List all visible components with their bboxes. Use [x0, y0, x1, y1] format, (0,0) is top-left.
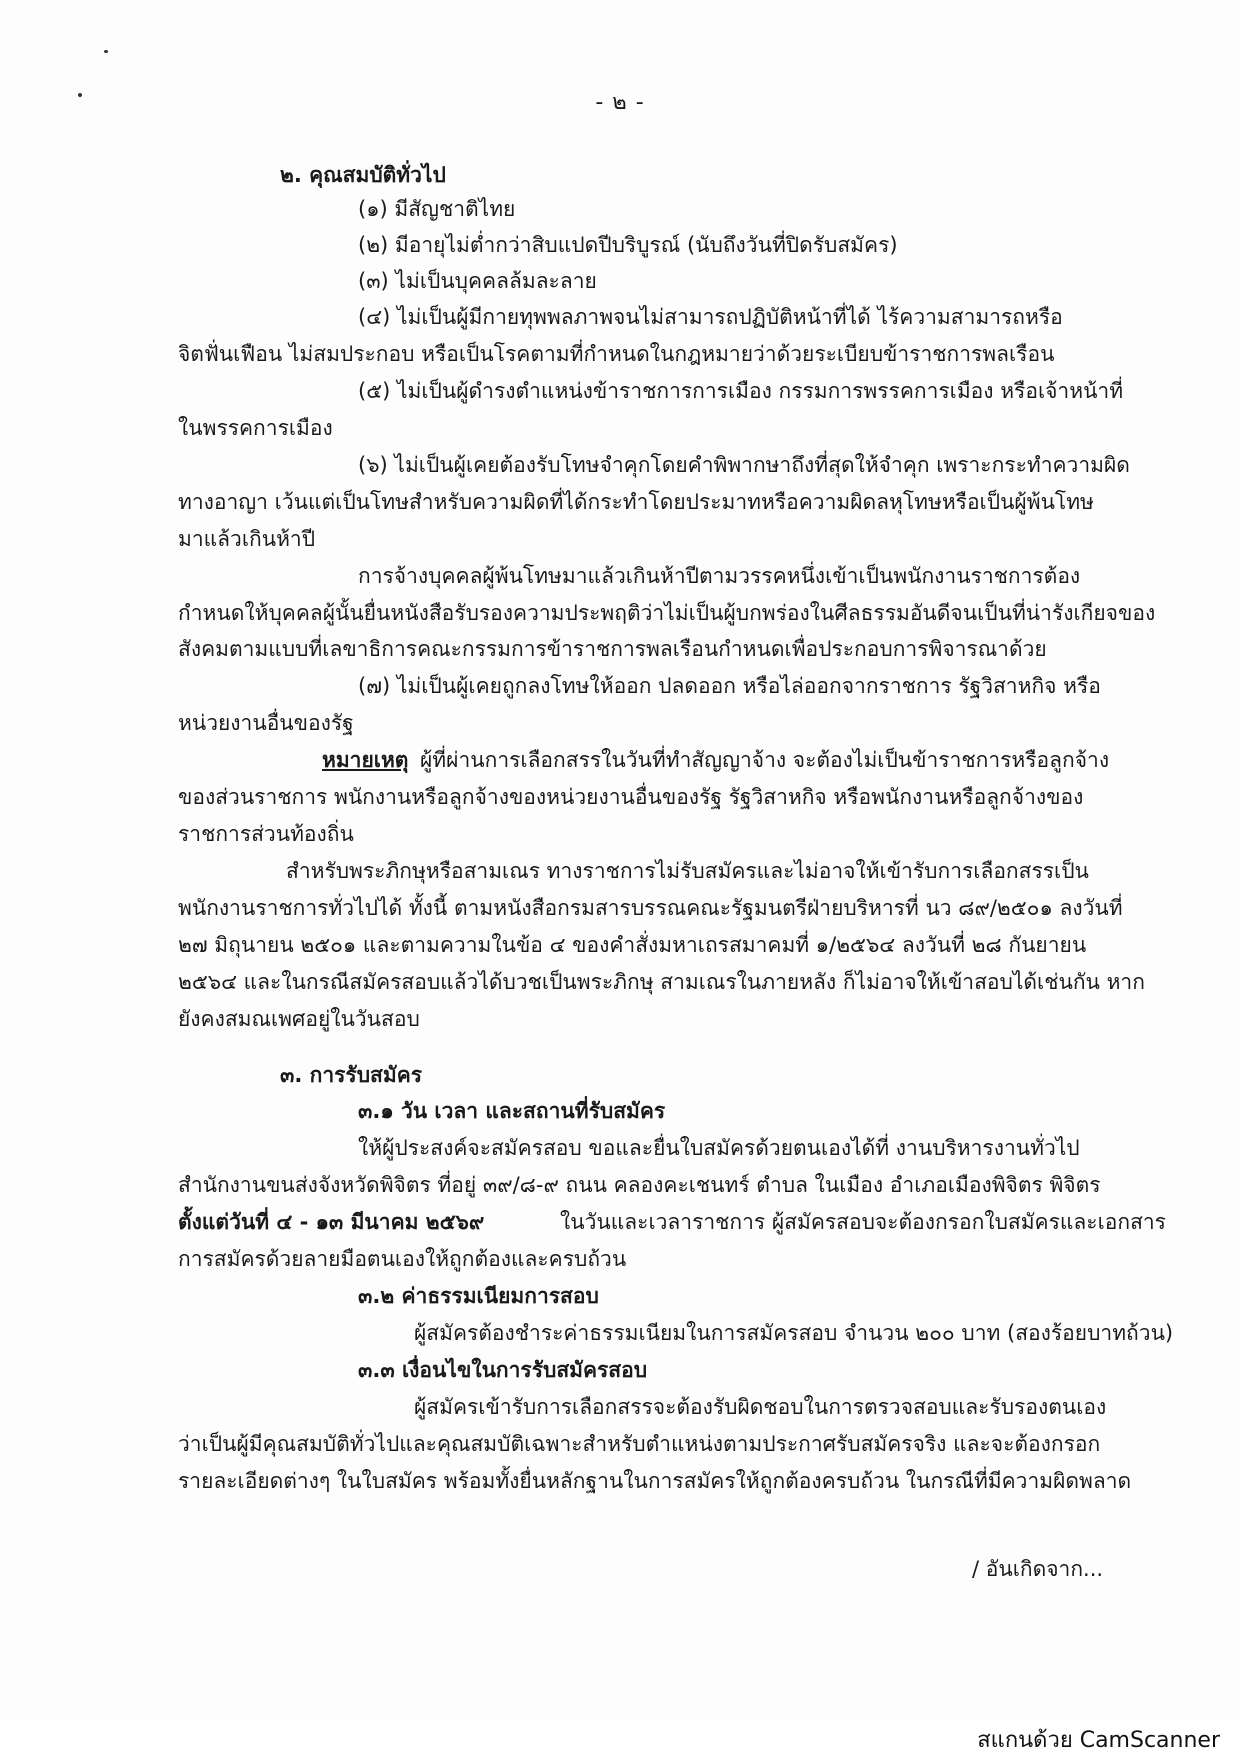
list-item-continued: ในพรรคการเมือง [178, 416, 333, 440]
list-item-continued: จิตฟั่นเฟือน ไม่สมประกอบ หรือเป็นโรคตามที่กำหนดในกฎหมายว่าด้วยระเบียบข้าราชการพลเรือน [178, 342, 1055, 366]
paragraph-line: สำนักงานขนส่งจังหวัดพิจิตร ที่อยู่ ๓๙/๘-๙ ถนน คลองคะเชนทร์ ตำบล ในเมือง อำเภอเมืองพิจิตร พิจิตร [178, 1173, 1101, 1197]
paragraph-line: ว่าเป็นผู้มีคุณสมบัติทั่วไปและคุณสมบัติเฉพาะสำหรับตำแหน่งตามประกาศรับสมัครจริง และจะต้องกรอก [178, 1432, 1101, 1456]
list-item: (๒) มีอายุไม่ต่ำกว่าสิบแปดปีบริบูรณ์ (นับถึงวันที่ปิดรับสมัคร) [358, 233, 898, 257]
note-label: หมายเหตุ [322, 748, 409, 772]
subsection-heading: ๓.๒ ค่าธรรมเนียมการสอบ [358, 1284, 599, 1308]
continuation-marker: / อันเกิดจาก... [972, 1557, 1104, 1581]
paragraph-line: การจ้างบุคคลผู้พ้นโทษมาแล้วเกินห้าปีตามวรรคหนึ่งเข้าเป็นพนักงานราชการต้อง [358, 564, 1081, 588]
subsection-heading: ๓.๑ วัน เวลา และสถานที่รับสมัคร [358, 1099, 666, 1123]
note-line: ราชการส่วนท้องถิ่น [178, 822, 354, 846]
paragraph-line: การสมัครด้วยลายมือตนเองให้ถูกต้องและครบถ้วน [178, 1247, 627, 1271]
paragraph-line: ผู้สมัครต้องชำระค่าธรรมเนียมในการสมัครสอบ จำนวน ๒๐๐ บาท (สองร้อยบาทถ้วน) [414, 1321, 1174, 1345]
paragraph-line: สำหรับพระภิกษุหรือสามเณร ทางราชการไม่รับสมัครและไม่อาจให้เข้ารับการเลือกสรรเป็น [286, 859, 1089, 883]
note-line: ผู้ที่ผ่านการเลือกสรรในวันที่ทำสัญญาจ้าง จะต้องไม่เป็นข้าราชการหรือลูกจ้าง [420, 748, 1110, 772]
application-dates: ตั้งแต่วันที่ ๔ - ๑๓ มีนาคม ๒๕๖๙ [178, 1210, 485, 1234]
paragraph-line: ๒๗ มิถุนายน ๒๕๐๑ และตามความในข้อ ๔ ของคำสั่งมหาเถรสมาคมที่ ๑/๒๕๖๔ ลงวันที่ ๒๘ กันยายน [178, 933, 1087, 957]
paragraph-line: ให้ผู้ประสงค์จะสมัครสอบ ขอและยื่นใบสมัครด้วยตนเองได้ที่ งานบริหารงานทั่วไป [358, 1136, 1080, 1160]
subsection-heading: ๓.๓ เงื่อนไขในการรับสมัครสอบ [358, 1358, 648, 1382]
list-item: (๑) มีสัญชาติไทย [358, 197, 516, 221]
list-item: (๖) ไม่เป็นผู้เคยต้องรับโทษจำคุกโดยคำพิพากษาถึงที่สุดให้จำคุก เพราะกระทำความผิด [358, 453, 1130, 477]
paragraph-line: ผู้สมัครเข้ารับการเลือกสรรจะต้องรับผิดชอบในการตรวจสอบและรับรองตนเอง [414, 1395, 1107, 1419]
note-line: ของส่วนราชการ พนักงานหรือลูกจ้างของหน่วยงานอื่นของรัฐ รัฐวิสาหกิจ หรือพนักงานหรือลูกจ้างของ [178, 785, 1084, 809]
paragraph-line: รายละเอียดต่างๆ ในใบสมัคร พร้อมทั้งยื่นหลักฐานในการสมัครให้ถูกต้องครบถ้วน ในกรณีที่มีความผิดพลาด [178, 1469, 1132, 1493]
list-item-continued: หน่วยงานอื่นของรัฐ [178, 711, 354, 735]
paragraph-line: สังคมตามแบบที่เลขาธิการคณะกรรมการข้าราชการพลเรือนกำหนดเพื่อประกอบการพิจารณาด้วย [178, 637, 1047, 661]
list-item: (๗) ไม่เป็นผู้เคยถูกลงโทษให้ออก ปลดออก หรือไล่ออกจากราชการ รัฐวิสาหกิจ หรือ [358, 674, 1101, 698]
list-item-continued: มาแล้วเกินห้าปี [178, 527, 316, 551]
paragraph-line: ยังคงสมณเพศอยู่ในวันสอบ [178, 1007, 420, 1031]
camscanner-watermark: สแกนด้วย CamScanner [977, 1728, 1220, 1753]
list-item: (๓) ไม่เป็นบุคคลล้มละลาย [358, 269, 597, 293]
list-item: (๔) ไม่เป็นผู้มีกายทุพพลภาพจนไม่สามารถปฏิบัติหน้าที่ได้ ไร้ความสามารถหรือ [358, 305, 1063, 329]
section-heading: ๓. การรับสมัคร [280, 1063, 423, 1087]
list-item: (๕) ไม่เป็นผู้ดำรงตำแหน่งข้าราชการการเมือง กรรมการพรรคการเมือง หรือเจ้าหน้าที่ [358, 379, 1124, 403]
paragraph-line: ๒๕๖๔ และในกรณีสมัครสอบแล้วได้บวชเป็นพระภิกษุ สามเณรในภายหลัง ก็ไม่อาจให้เข้าสอบได้เช่นกัน หาก [178, 970, 1145, 994]
list-item-continued: ทางอาญา เว้นแต่เป็นโทษสำหรับความผิดที่ได้กระทำโดยประมาทหรือความผิดลหุโทษหรือเป็นผู้พ้นโทษ [178, 490, 1094, 514]
paragraph-line: พนักงานราชการทั่วไปได้ ทั้งนี้ ตามหนังสือกรมสารบรรณคณะรัฐมนตรีฝ่ายบริหารที่ นว ๘๙/๒๕๐๑ ลงวันที่ [178, 896, 1123, 920]
page-number: - ๒ - [595, 90, 645, 115]
section-heading: ๒. คุณสมบัติทั่วไป [280, 163, 446, 187]
paragraph-line: กำหนดให้บุคคลผู้นั้นยื่นหนังสือรับรองความประพฤติว่าไม่เป็นผู้บกพร่องในศีลธรรมอันดีจนเป็นที่น่ารังเกียจของ [178, 601, 1156, 625]
paragraph-line: ในวันและเวลาราชการ ผู้สมัครสอบจะต้องกรอกใบสมัครและเอกสาร [560, 1210, 1166, 1234]
scan-speck [104, 50, 108, 53]
